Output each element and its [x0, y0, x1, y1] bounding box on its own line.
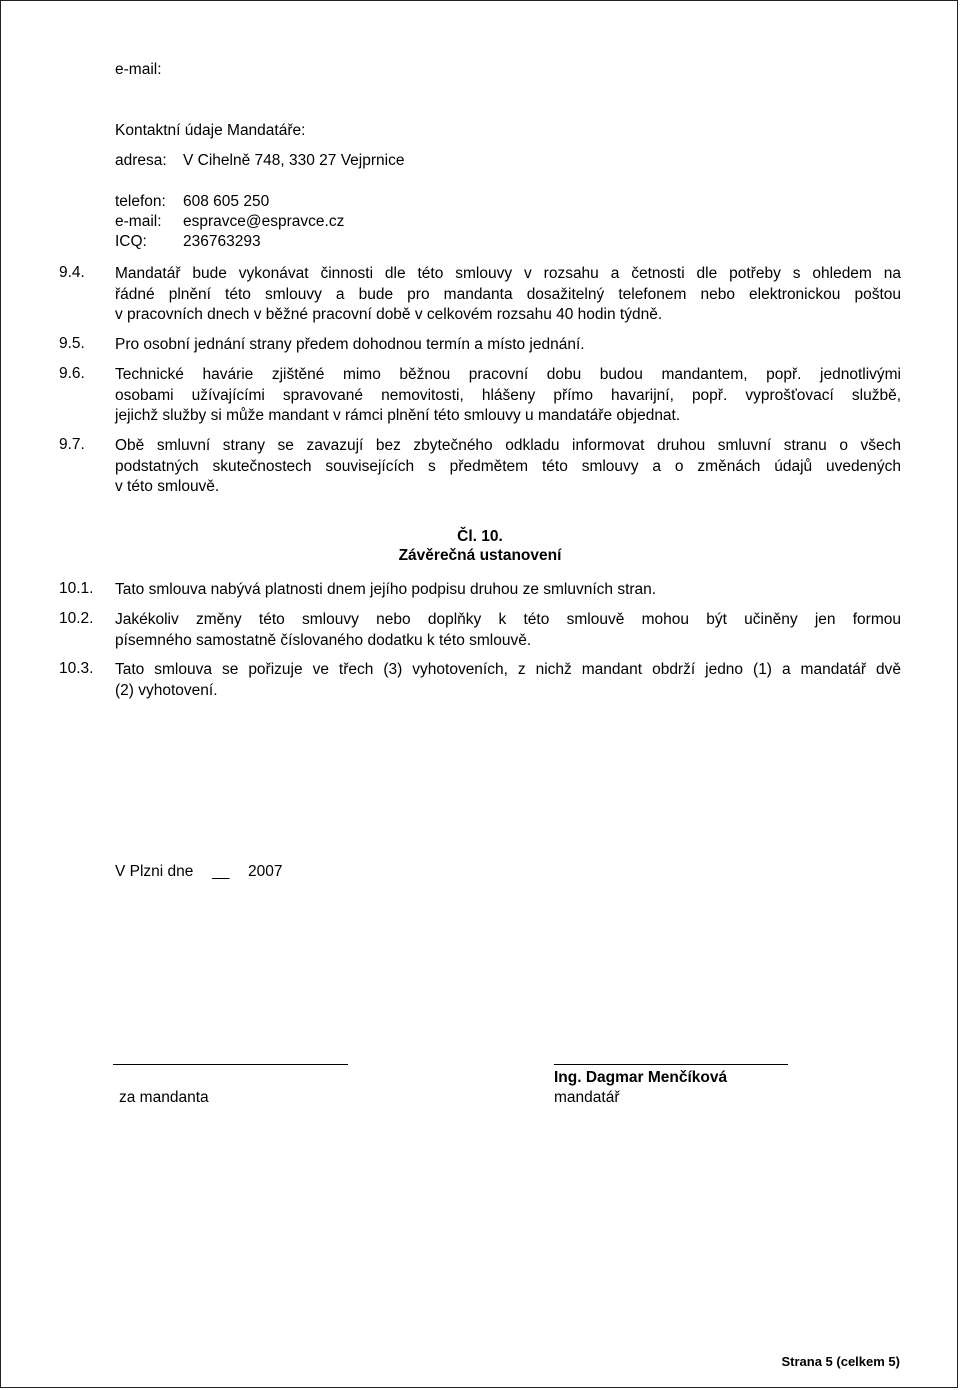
clause-line: osobami užívajícími spravované nemovitosti, hlášeny přímo havarijní, popř. vyprošťovací službě,	[115, 386, 901, 404]
final-clause-number: 10.1.	[59, 580, 94, 597]
clause-text	[115, 365, 901, 427]
clause-text	[115, 436, 901, 498]
address-label: adresa:	[115, 152, 167, 169]
clause-line: Jakékoliv změny této smlouvy nebo doplňky k této smlouvě mohou být učiněny jen formou	[115, 611, 901, 628]
final-clause-text	[115, 610, 901, 651]
signature-right-name: Ing. Dagmar Menčíková	[554, 1069, 728, 1086]
clause-line: v této smlouvě.	[115, 478, 220, 495]
date-blank: __	[212, 863, 230, 880]
clause-text	[115, 335, 901, 356]
clause-line: písemného samostatně číslovaného dodatku k této smlouvě.	[115, 631, 532, 649]
clause-line: Tato smlouva se pořizuje ve třech (3) vyhotoveních, z nichž mandant obdrží jedno (1) a mandatář dvě	[115, 661, 901, 678]
clause-text	[115, 264, 901, 326]
clause-line: Pro osobní jednání strany předem dohodnou termín a místo jednání.	[115, 336, 585, 353]
clause-line: v pracovních dnech v běžné pracovní době v celkovém rozsahu 40 hodin týdně.	[115, 306, 663, 323]
phone-label: telefon:	[115, 193, 166, 210]
signature-line-left	[113, 1064, 348, 1065]
clause-line: podstatných skutečnostech souvisejících s předmětem této smlouvy a o změnách údajů uvedených	[115, 457, 901, 475]
final-clause-text	[115, 580, 901, 601]
icq-label: ICQ:	[115, 233, 147, 250]
contact-icq-row	[115, 233, 261, 251]
signature-right-label: mandatář	[554, 1089, 620, 1106]
contact-email-row	[115, 213, 344, 231]
clause-line: Mandatář bude vykonávat činnosti dle této smlouvy v rozsahu a četnosti dle potřeby s ohledem na	[115, 265, 901, 282]
phone-value: 608 605 250	[183, 193, 270, 210]
clause-line: Obě smluvní strany se zavazují bez zbytečného odkladu informovat druhou smluvní stranu o všech	[115, 437, 901, 454]
address-value: V Cihelně 748, 330 27 Vejprnice	[183, 152, 405, 169]
contact-heading: Kontaktní údaje Mandatáře:	[115, 122, 306, 139]
email-label: e-mail:	[115, 213, 162, 230]
clause-number: 9.4.	[59, 264, 85, 281]
icq-value: 236763293	[183, 233, 261, 250]
date-year: 2007	[248, 863, 283, 880]
final-clause-number: 10.3.	[59, 660, 94, 677]
email-top-label: e-mail:	[115, 61, 162, 78]
signature-left-label: za mandanta	[119, 1089, 209, 1106]
place-date-prefix: V Plzni dne	[115, 863, 194, 880]
signature-line-right	[554, 1064, 788, 1065]
article-title: Závěrečná ustanovení	[398, 547, 562, 564]
clause-line: řádné plnění této smlouvy a bude pro mandanta dosažitelný telefonem nebo elektronickou poštou	[115, 285, 901, 303]
clause-line: Tato smlouva nabývá platnosti dnem jejího podpisu druhou ze smluvních stran.	[115, 581, 657, 598]
clause-line: jejichž služby si může mandant v rámci plnění této smlouvy u mandatáře objednat.	[115, 407, 681, 424]
final-clause-number: 10.2.	[59, 610, 94, 627]
clause-number: 9.5.	[59, 335, 85, 352]
clause-number: 9.6.	[59, 365, 85, 382]
clause-number: 9.7.	[59, 436, 85, 453]
page-footer: Strana 5 (celkem 5)	[781, 1354, 900, 1369]
contact-phone-row	[115, 193, 269, 211]
clause-line: Technické havárie zjištěné mimo běžnou pracovní dobu budou mandantem, popř. jednotlivými	[115, 366, 901, 383]
article-number: Čl. 10.	[457, 528, 503, 545]
place-date	[115, 863, 283, 881]
clause-line: (2) vyhotovení.	[115, 681, 218, 699]
email-value: espravce@espravce.cz	[183, 213, 345, 230]
contact-address-row	[115, 152, 404, 170]
final-clause-text	[115, 660, 901, 701]
